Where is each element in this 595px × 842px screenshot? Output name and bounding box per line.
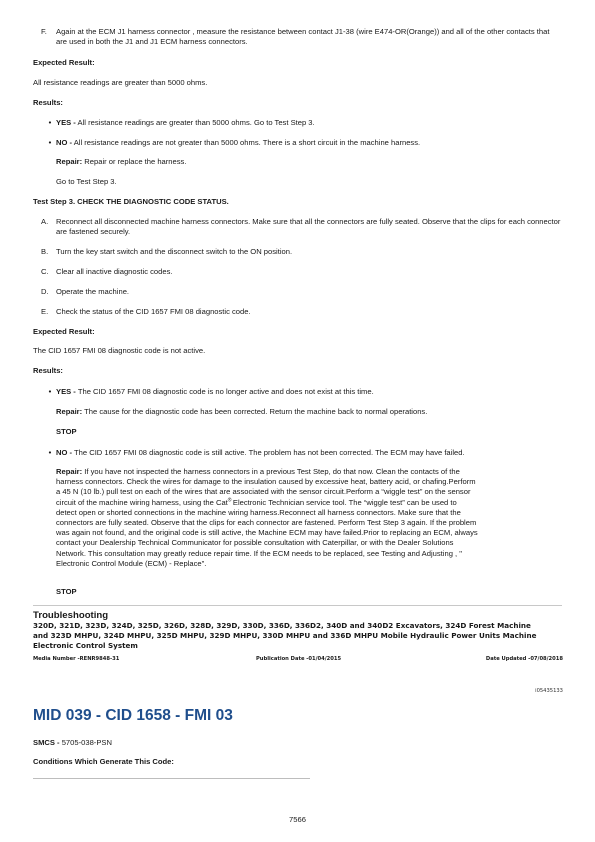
step-text: Turn the key start switch and the disconnect switch to the ON position. [56, 247, 293, 256]
repair-label: Repair: [56, 467, 83, 476]
step-marker: C. [41, 267, 49, 276]
section-divider [33, 605, 562, 606]
yes-text: The CID 1657 FMI 08 diagnostic code is no longer active and does not exist at this time. [77, 387, 374, 396]
conditions-heading: Conditions Which Generate This Code: [33, 757, 174, 766]
stop-label: STOP [56, 427, 77, 436]
repair-line [56, 407, 427, 417]
no-label: NO - [56, 138, 73, 147]
conditions-divider [33, 778, 310, 779]
goto-step-text: Go to Test Step 3. [56, 177, 117, 186]
repair-line [56, 157, 186, 167]
model-list-line: Electronic Control System [33, 641, 138, 650]
repair-line: If you have not inspected the harness connectors in a previous Test Step, do that now. Clean the contacts of the [84, 467, 460, 476]
model-list-line: 320D, 321D, 323D, 324D, 325D, 326D, 328D, 329D, 330D, 336D, 336D2, 340D and 340D2 Excavators, 324D Forest Machine [33, 621, 531, 630]
yes-label: YES - [56, 387, 76, 396]
repair-line: connectors are fully seated. Observe that the clips for each connector are fastened. Perform Test Step 3 again. If the problem [56, 518, 477, 528]
troubleshooting-block [33, 610, 563, 651]
no-label: NO - [56, 448, 73, 457]
step-marker: F. [41, 27, 47, 36]
smcs-label: SMCS - [33, 738, 60, 747]
page-number: 7566 [289, 815, 306, 824]
smcs-value: 5705-038-PSN [61, 738, 112, 747]
no-text: The CID 1657 FMI 08 diagnostic code is still active. The problem has not been corrected. The ECM may have failed. [74, 448, 465, 457]
step-marker: D. [41, 287, 49, 296]
bullet-icon: • [48, 118, 52, 127]
document-id: i05435133 [535, 688, 563, 694]
repair-line: circuit of the machine wiring harness, using the Cat [56, 497, 228, 507]
results-heading: Results: [33, 366, 63, 375]
repair-line: Network. This consultation may greatly reduce repair time. If the ECM needs to be replaced, see Testing and Adjusting , " [56, 548, 462, 558]
troubleshooting-title: Troubleshooting [33, 610, 109, 621]
expected-result-heading: Expected Result: [33, 58, 95, 67]
step-marker: B. [41, 247, 49, 256]
repair-paragraph [56, 467, 564, 569]
media-number: Media Number -RENR9848-31 [33, 656, 120, 662]
section-title: MID 039 - CID 1658 - FMI 03 [33, 707, 233, 724]
model-list-line: and 323D MHPU, 324D MHPU, 325D MHPU, 329D MHPU, 330D MHPU and 336D MHPU Mobile Hydraulic Power Units Machine [33, 631, 537, 640]
date-updated: Date Updated -07/08/2018 [485, 656, 563, 662]
repair-line: Electronic Technician service tool. The “wiggle test” can be used to [232, 497, 457, 507]
results-heading: Results: [33, 98, 63, 107]
yes-text: All resistance readings are greater than 5000 ohms. Go to Test Step 3. [77, 118, 315, 127]
repair-line: Electronic Control Module (ECM) - Replace". [56, 558, 207, 568]
repair-label: Repair: [56, 157, 83, 166]
smcs-line [33, 738, 112, 748]
repair-text: The cause for the diagnostic code has been corrected. Return the machine back to normal operations. [84, 407, 428, 416]
publication-date: Publication Date -01/04/2015 [256, 656, 342, 662]
test-step-heading: Test Step 3. CHECK THE DIAGNOSTIC CODE STATUS. [33, 197, 229, 206]
repair-line: was again not found, and the original code is still active, the Machine ECM may have failed.Prior to replacing an ECM, always [56, 528, 478, 538]
stop-label: STOP [56, 587, 77, 596]
step-text: Reconnect all disconnected machine harness connectors. Make sure that all the connectors are fully seated. Observe that the clips for each connector are fastened securely. [56, 217, 561, 237]
expected-result-heading: Expected Result: [33, 327, 95, 336]
step-marker: A. [41, 217, 49, 226]
bullet-icon: • [48, 138, 52, 147]
no-text: All resistance readings are not greater than 5000 ohms. There is a short circuit in the machine harness. [73, 138, 421, 147]
repair-label: Repair: [56, 407, 83, 416]
step-text: Again at the ECM J1 harness connector , measure the resistance between contact J1-38 (wire E474-OR(Orange)) and all of the other contacts that are used in both the J1 and J1 ECM harness connectors. [56, 27, 550, 47]
step-text: Check the status of the CID 1657 FMI 08 diagnostic code. [56, 307, 251, 316]
repair-line: detect open or shorted connections in the machine wiring harness.Reconnect all harness connectors. Make sure that the [56, 507, 461, 517]
repair-line: contact your Dealership Technical Communicator for possible consultation with Caterpillar, or with the Dealer Solutions [56, 538, 454, 548]
repair-line: a 45 N (10 lb.) pull test on each of the wires that are associated with the sensor circuit.Perform a “wiggle test” on the sensor [56, 487, 471, 497]
expected-result-text: All resistance readings are greater than 5000 ohms. [33, 78, 208, 87]
bullet-icon: • [48, 387, 52, 396]
expected-result-text: The CID 1657 FMI 08 diagnostic code is not active. [33, 346, 206, 355]
repair-line: harness connectors. Check the wires for damage to the insulation caused by excessive heat, battery acid, or chafing.Perform [56, 477, 476, 487]
step-text: Clear all inactive diagnostic codes. [56, 267, 173, 276]
step-text: Operate the machine. [56, 287, 130, 296]
yes-label: YES - [56, 118, 76, 127]
repair-text: Repair or replace the harness. [84, 157, 187, 166]
step-marker: E. [41, 307, 49, 316]
registered-mark: ® [227, 497, 233, 504]
bullet-icon: • [48, 448, 52, 457]
